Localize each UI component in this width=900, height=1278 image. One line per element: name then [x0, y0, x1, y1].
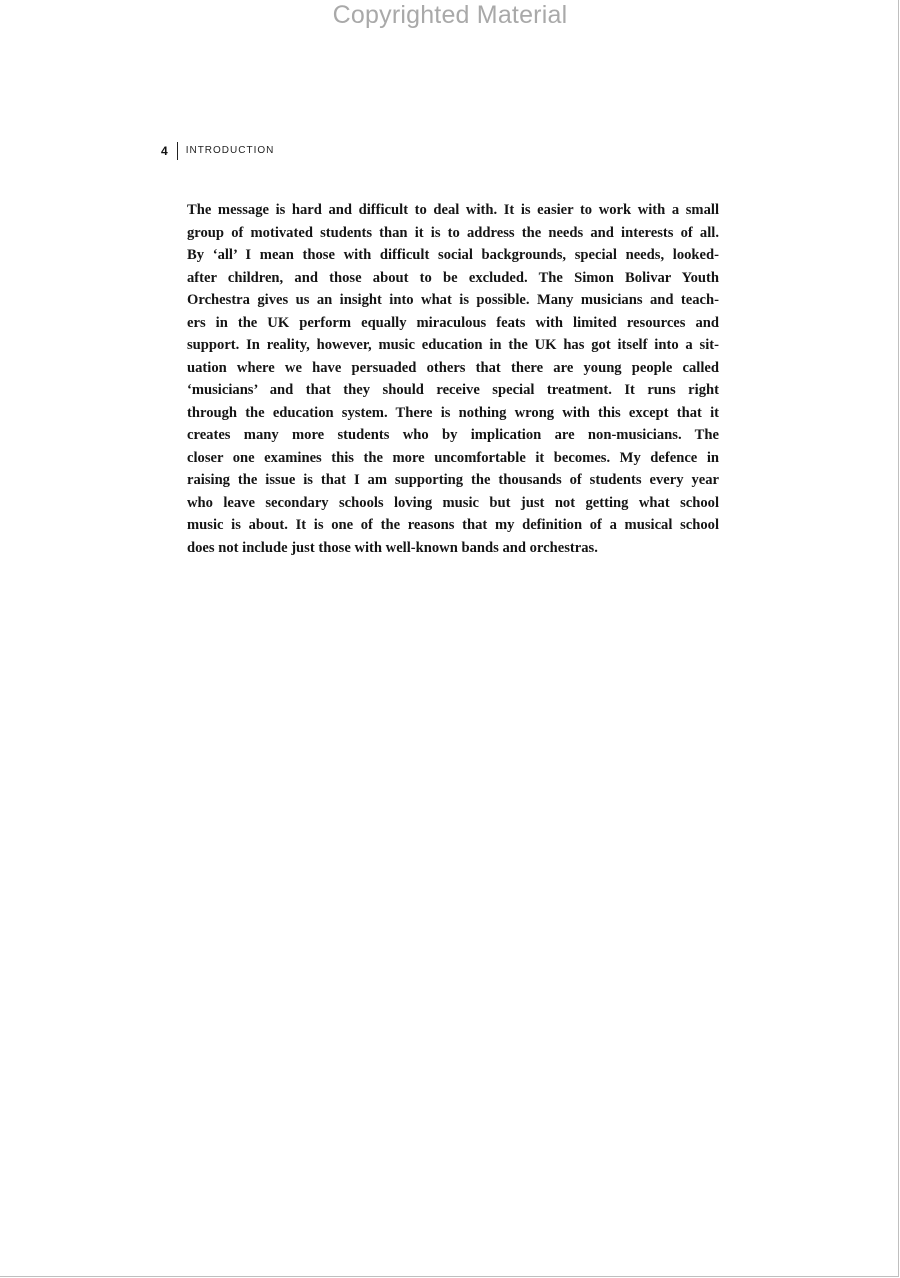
- text-line: raising the issue is that I am supporting the thousands of students every year: [187, 472, 719, 488]
- body-paragraph: [187, 199, 719, 559]
- page-number: 4: [161, 144, 168, 158]
- text-line: By ‘all’ I mean those with difficult social backgrounds, special needs, looked-: [187, 247, 719, 263]
- text-line: ers in the UK perform equally miraculous feats with limited resources and: [187, 314, 719, 331]
- text-line: music is about. It is one of the reasons that my definition of a musical school: [187, 517, 719, 533]
- text-line: support. In reality, however, music education in the UK has got itself into a sit-: [187, 337, 719, 353]
- section-title: INTRODUCTION: [185, 145, 275, 156]
- text-line: group of motivated students than it is to address the needs and interests of all.: [187, 224, 719, 241]
- text-line: closer one examines this the more uncomfortable it becomes. My defence in: [187, 449, 719, 466]
- header-divider: [177, 142, 178, 160]
- text-line: does not include just those with well-known bands and orchestras.: [187, 539, 598, 556]
- text-line: creates many more students who by implication are non-musicians. The: [187, 427, 719, 443]
- running-header: [161, 141, 274, 161]
- text-line: The message is hard and difficult to deal with. It is easier to work with a small: [187, 202, 719, 218]
- copyright-watermark: Copyrighted Material: [332, 1, 568, 29]
- text-line: who leave secondary schools loving music but just not getting what school: [187, 494, 719, 511]
- text-line: after children, and those about to be excluded. The Simon Bolivar Youth: [187, 269, 719, 286]
- text-line: uation where we have persuaded others that there are young people called: [187, 359, 719, 376]
- text-line: through the education system. There is nothing wrong with this except that it: [187, 404, 719, 421]
- text-line: ‘musicians’ and that they should receive special treatment. It runs right: [187, 382, 719, 398]
- text-line: Orchestra gives us an insight into what is possible. Many musicians and teach-: [187, 292, 719, 308]
